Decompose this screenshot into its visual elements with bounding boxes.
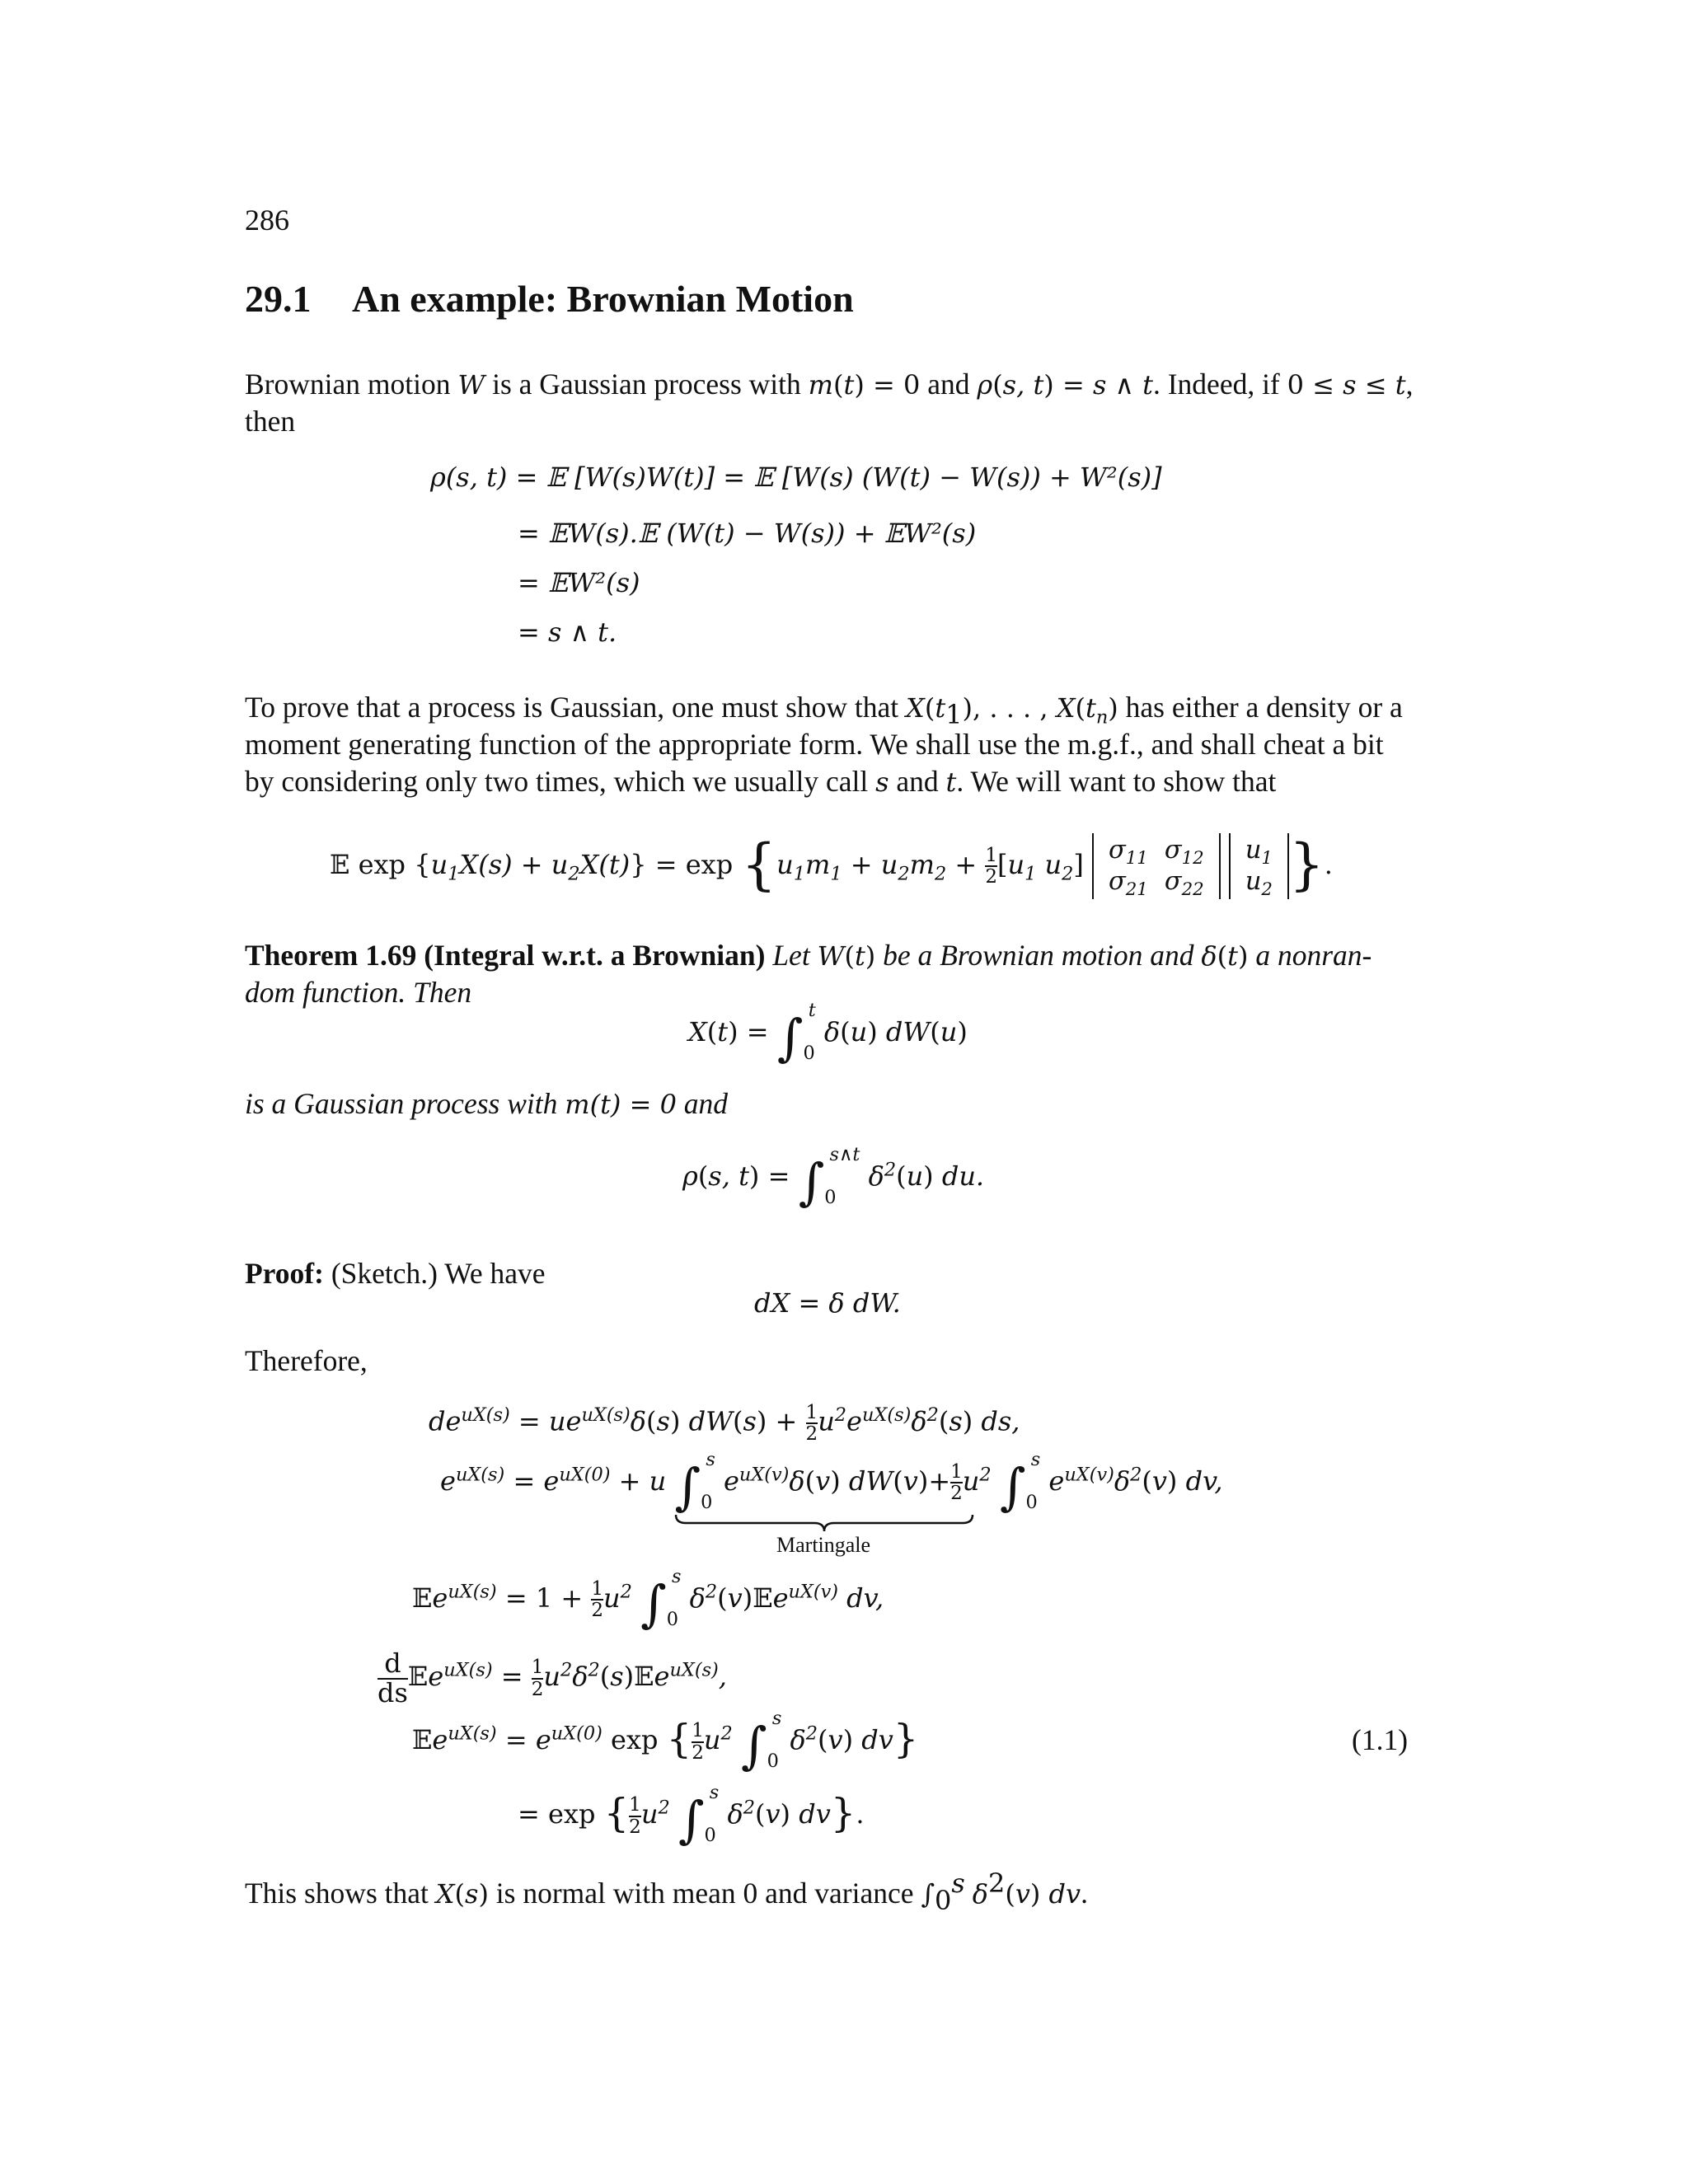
theorem-title: Theorem 1.69 (Integral w.r.t. a Brownian) <box>245 939 766 972</box>
derivation-line: = 𝔼W(s).𝔼 (W(t) − W(s)) + 𝔼W²(s) <box>518 518 977 549</box>
intro-text: and <box>927 368 970 401</box>
page-number: 286 <box>245 204 289 237</box>
derivation2-line-1: $de^{uX(s)} = ue^{uX(s)}\delta(s) dW(s)$ + $\frac{1}{2}$ $u^2e^{uX(s)}\delta^2(s)$ ds, <box>429 1402 1020 1446</box>
theorem-equation-1: $X(t) = \int_0^t$ δ(u) dW(u) <box>688 999 968 1067</box>
derivation2-line-6: = exp { $\frac{1}{2}$ $u^2$ $\int_0^s$ $\delta^2(v)$ dv}. <box>518 1782 865 1850</box>
theorem-text: is a Gaussian process with <box>245 1087 558 1120</box>
para2-text: has either a density or a <box>1125 691 1403 724</box>
intro-line-1: Brownian motion W is a Gaussian process with m(t) = 0 and ρ(s, t) = s ∧ t. Indeed, if 0 ≤ s ≤ t, <box>245 368 1414 401</box>
conclusion-text: is normal with mean 0 and variance <box>495 1877 914 1910</box>
derivation2-line-3: 𝔼e$^{uX(s)}$ = 1 + $\frac{1}{2}$ $u^2$ $\int_0^s$ $\delta^2(v)𝔼e^{uX(v)}$ dv, <box>412 1565 884 1633</box>
section-title: An example: Brownian Motion <box>352 278 854 320</box>
proof-label: Proof: <box>245 1257 324 1290</box>
theorem-line-1: Theorem 1.69 (Integral w.r.t. a Brownian) Let W(t) be a Brownian motion and δ(t) a nonran- <box>245 939 1372 972</box>
derivation2-line-4: $\frac{d}{ds}$ 𝔼e$^{uX(s)}$ = $\frac{1}{2}$ $u^2\delta^2(s)𝔼e^{uX(s)}$, <box>377 1647 727 1708</box>
theorem-text: Let <box>772 939 810 972</box>
para2-text: by considering only two times, which we usually call <box>245 765 869 798</box>
para2-text: To prove that a process is Gaussian, one must show that <box>245 691 899 724</box>
intro-line-2: then <box>245 405 296 438</box>
conclusion-line: This shows that X(s) is normal with mean 0 and variance $\int_0^s$ $\delta^2(v)$ dv. <box>245 1868 1088 1917</box>
proof-text: (Sketch.) We have <box>331 1257 546 1290</box>
intro-text: Brownian motion <box>245 368 451 401</box>
martingale-label: Martingale <box>776 1533 871 1557</box>
derivation-line: = 𝔼W²(s) <box>518 567 640 598</box>
derivation-line: ρ(s, t) = 𝔼 [W(s)W(t)] = 𝔼 [W(s) (W(t) − W(s)) + W²(s)] <box>430 462 1162 493</box>
proof-equation: dX = δ dW. <box>754 1287 901 1319</box>
intro-text: . Indeed, if <box>1152 368 1280 401</box>
theorem-line-2: dom function. Then <box>245 976 472 1009</box>
para2-line-2: moment generating function of the appropriate form. We shall use the m.g.f., and shall cheat a bit <box>245 728 1384 761</box>
conclusion-text: This shows that <box>245 1877 429 1910</box>
therefore-line: Therefore, <box>245 1344 368 1377</box>
para2-line-1: To prove that a process is Gaussian, one must show that $X(t_1)$, . . . , $X(t_n)$ has either a density or a <box>245 691 1403 731</box>
theorem-text: a nonran- <box>1255 939 1372 972</box>
theorem-line-3: is a Gaussian process with m(t) = 0 and <box>245 1087 729 1120</box>
derivation2-line-2: $e^{uX(s)} = e^{uX(0)} + u$ $\int_0^s$ $e^{uX(v)}\delta(v)$ dW(v)+ $\frac{1}{2}$ $u^2$ $\int_0^s$ $e^{uX(v)}\delta^2(v)$ dv, <box>440 1448 1223 1516</box>
para2-text: and <box>896 765 939 798</box>
mgf-equation: 𝔼 $\exp \{u_1X(s) + u_2X(t)\} = \exp \{u_1m_1 + u_2m_2$ + $\frac{1}{2}$ [$u_1$ $u_2$] $\sigma_{11}$ $\sigma_{12}$ $\sigma_{21}$ $\sigma_{22}$ $u_1$ $u_2$ }. <box>330 832 1333 901</box>
theorem-equation-2: ρ(s, $t) = \int_0^{s\wedge t}$ $\delta^2(u)$ du. <box>682 1143 985 1212</box>
para2-text: . We will want to show that <box>956 765 1277 798</box>
derivation-line: = s ∧ t. <box>518 616 617 648</box>
underbrace <box>674 1513 974 1533</box>
section-heading <box>245 277 854 321</box>
derivation2-line-5: 𝔼e$^{uX(s)}$ = $e^{uX(0)}$ exp { $\frac{1}{2}$ $u^2$ $\int_0^s$ $\delta^2(v)$ dv} <box>412 1708 919 1776</box>
intro-text: is a Gaussian process with <box>492 368 801 401</box>
theorem-text: be a Brownian motion and <box>883 939 1194 972</box>
section-number: 29.1 <box>245 278 312 320</box>
proof-line <box>245 1256 546 1291</box>
theorem-text: and <box>683 1087 729 1120</box>
equation-number: (1.1) <box>1352 1723 1409 1756</box>
para2-line-3: by considering only two times, which we usually call s and t. We will want to show that <box>245 765 1277 798</box>
